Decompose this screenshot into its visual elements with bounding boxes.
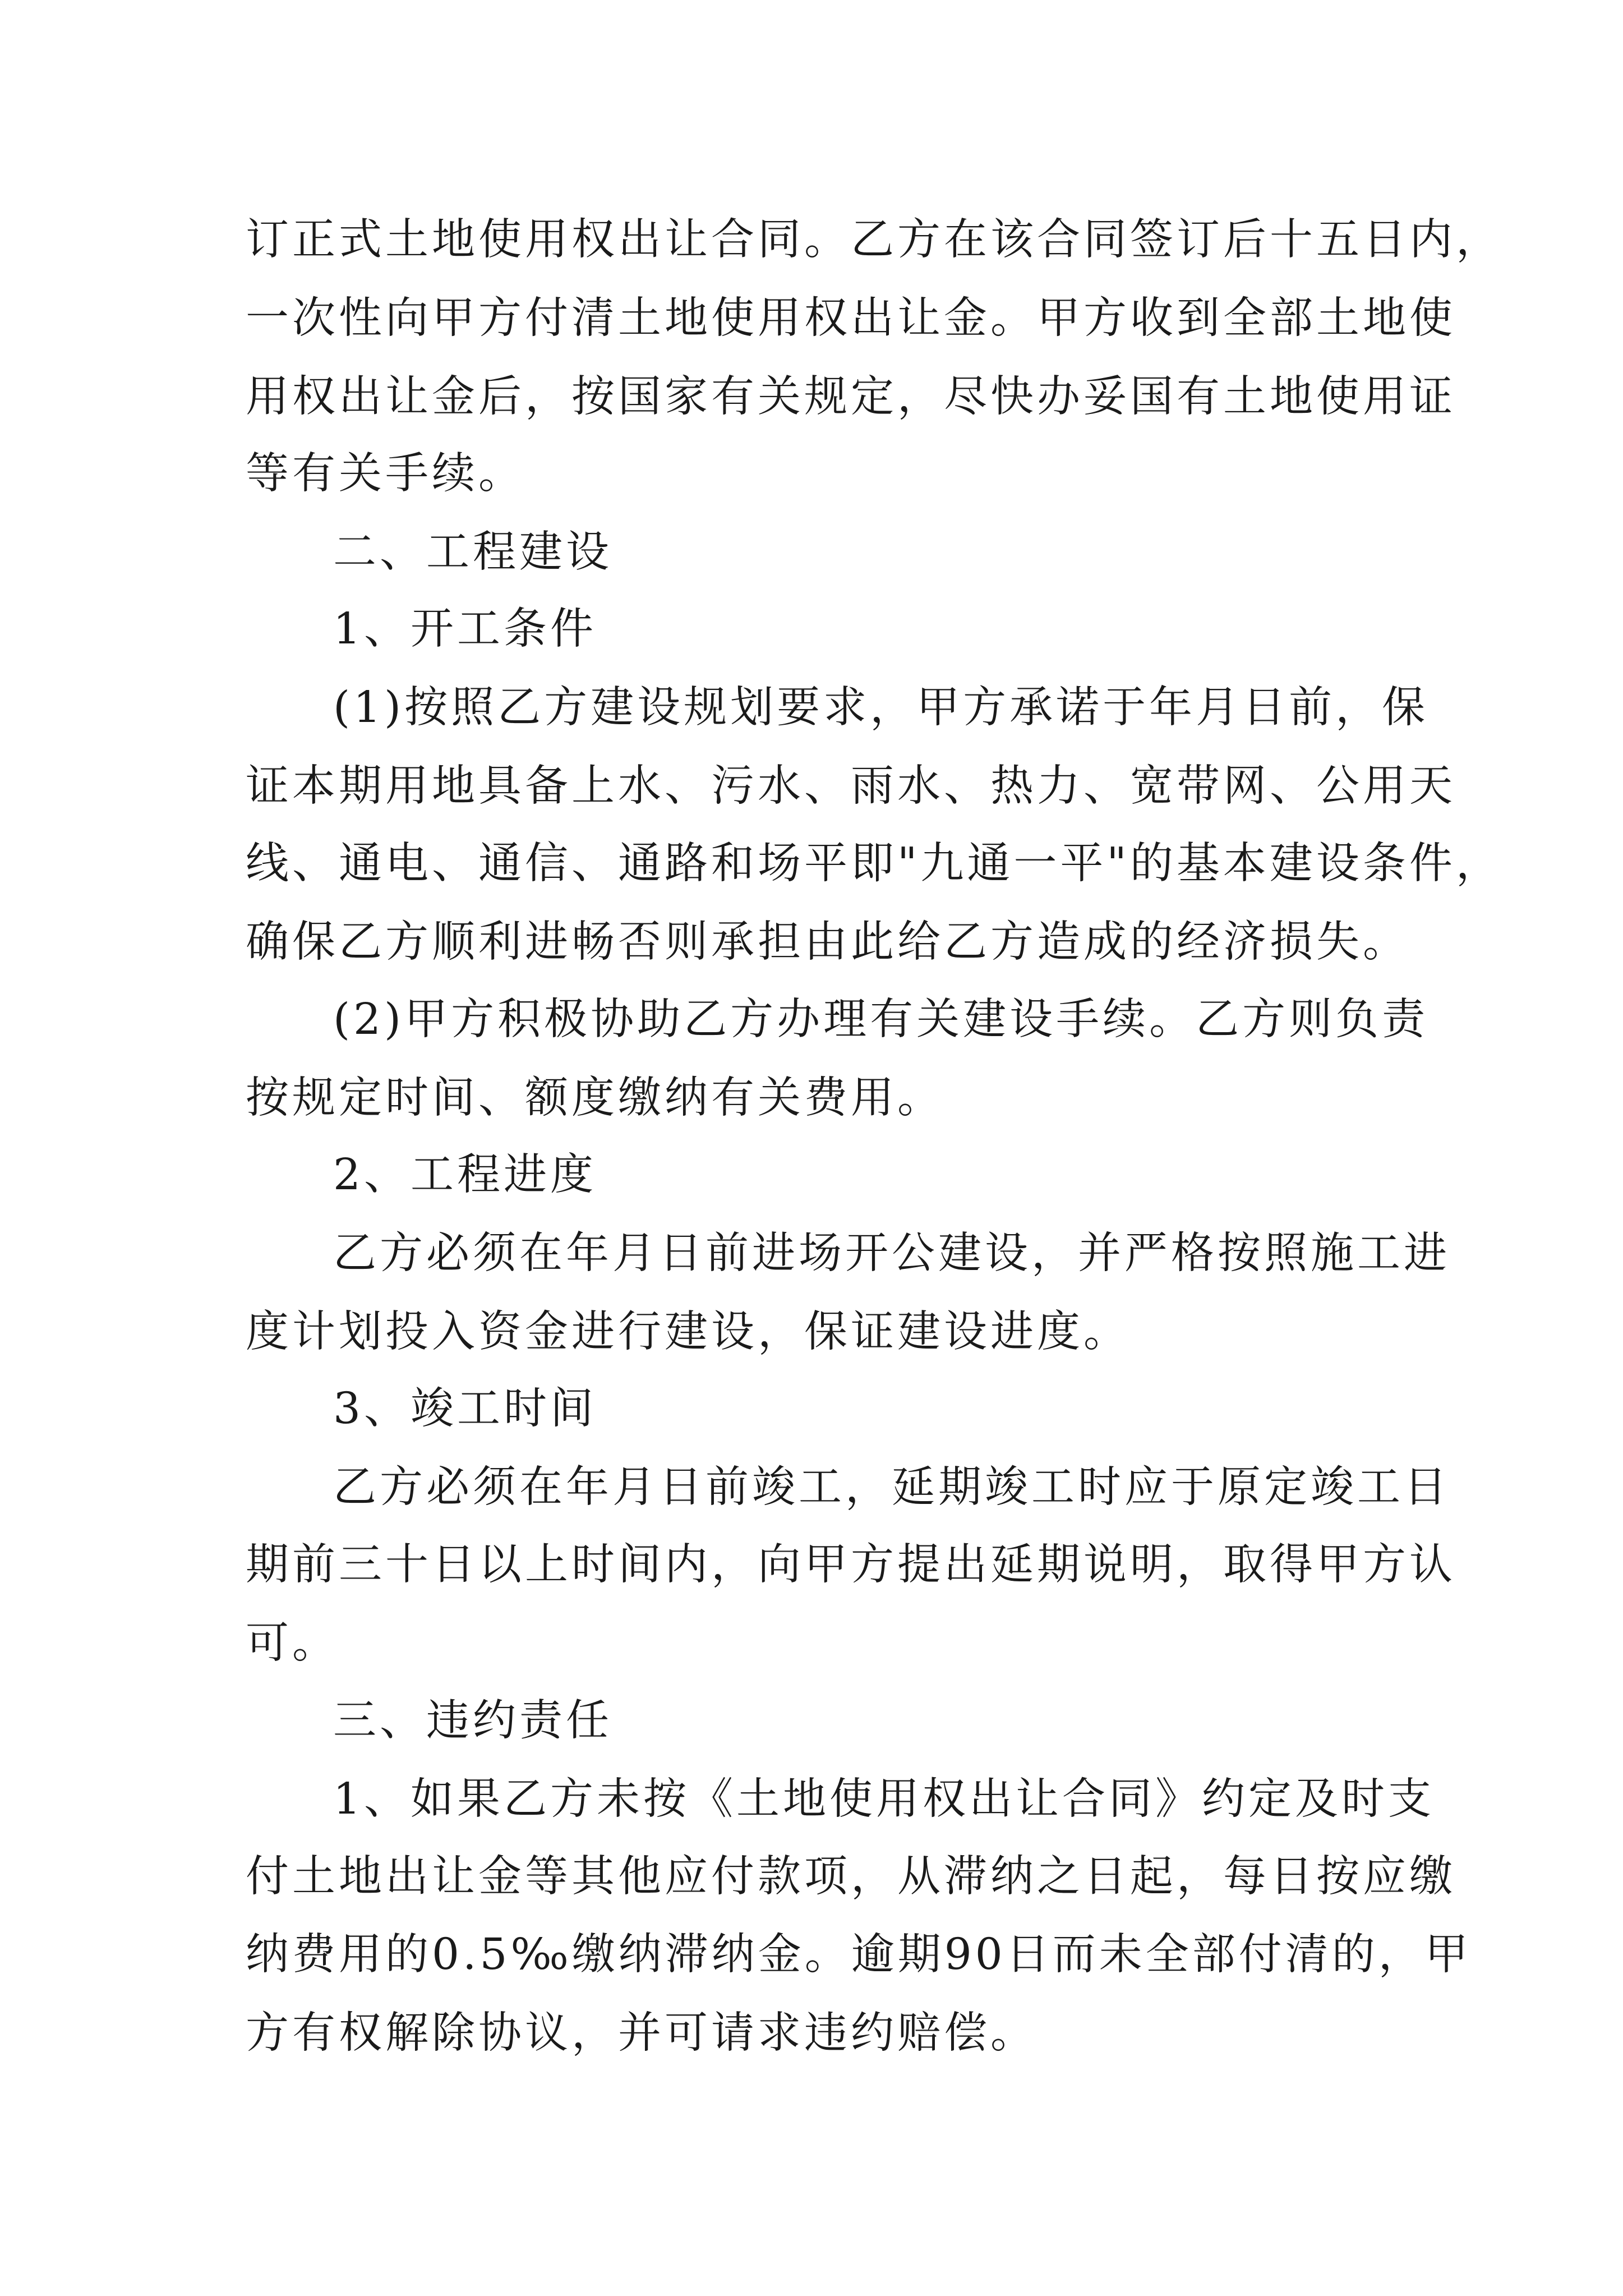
- text-line: 等有关手续。: [246, 449, 525, 499]
- section-heading: 三、违约责任: [333, 1696, 612, 1746]
- section-heading: 二、工程建设: [333, 527, 612, 577]
- text-line: (2)甲方积极协助乙方办理有关建设手续。乙方则负责: [333, 995, 1429, 1045]
- text-line: 乙方必须在年月日前竣工，延期竣工时应于原定竣工日: [333, 1462, 1450, 1512]
- subsection-heading: 3、竣工时间: [333, 1384, 597, 1434]
- text-line: 乙方必须在年月日前进场开公建设，并严格按照施工进: [333, 1228, 1450, 1278]
- text-line: 用权出让金后，按国家有关规定，尽快办妥国有土地使用证: [246, 372, 1456, 422]
- text-line: 付土地出让金等其他应付款项，从滞纳之日起，每日按应缴: [246, 1852, 1456, 1902]
- text-line: 一次性向甲方付清土地使用权出让金。甲方收到全部土地使: [246, 293, 1456, 343]
- text-line: 按规定时间、额度缴纳有关费用。: [246, 1073, 944, 1123]
- text-line: 确保乙方顺利进畅否则承担由此给乙方造成的经济损失。: [246, 917, 1409, 967]
- text-line: (1)按照乙方建设规划要求，甲方承诺于年月日前，保: [333, 683, 1429, 733]
- text-line: 度计划投入资金进行建设，保证建设进度。: [246, 1307, 1130, 1357]
- text-line: 订正式土地使用权出让合同。乙方在该合同签订后十五日内，: [246, 215, 1502, 265]
- subsection-heading: 1、开工条件: [333, 604, 597, 654]
- text-line: 可。: [246, 1618, 339, 1668]
- text-line: 纳费用的0.5‰缴纳滞纳金。逾期90日而未全部付清的，甲: [246, 1930, 1472, 1980]
- text-line: 1、如果乙方未按《土地使用权出让合同》约定及时支: [333, 1774, 1435, 1824]
- text-line: 线、通电、通信、通路和场平即"九通一平"的基本建设条件，: [246, 839, 1502, 889]
- text-line: 期前三十日以上时间内，向甲方提出延期说明，取得甲方认: [246, 1540, 1456, 1590]
- subsection-heading: 2、工程进度: [333, 1150, 597, 1200]
- text-line: 方有权解除协议，并可请求违约赔偿。: [246, 2008, 1037, 2058]
- text-line: 证本期用地具备上水、污水、雨水、热力、宽带网、公用天: [246, 761, 1456, 811]
